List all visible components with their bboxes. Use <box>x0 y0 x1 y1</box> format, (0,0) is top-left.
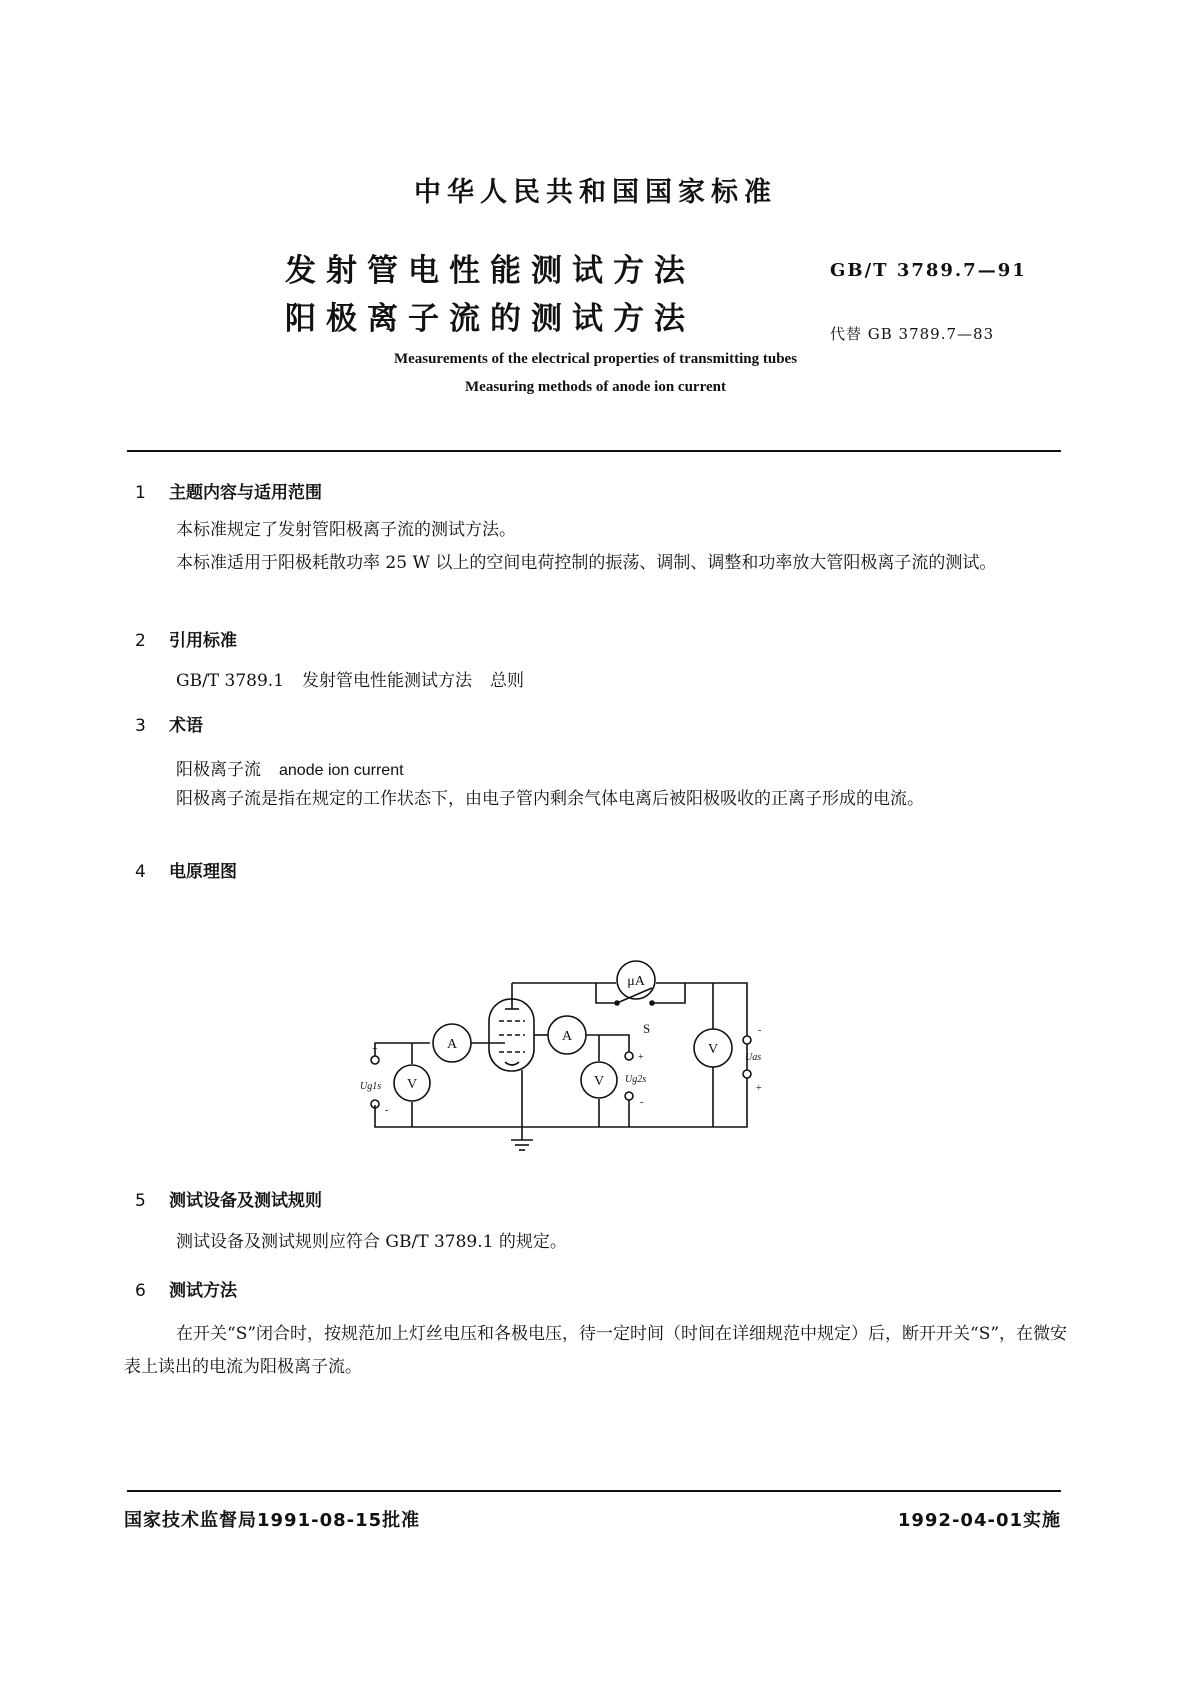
g2-voltage-label: Ug2s <box>625 1074 647 1085</box>
section-number: 2 <box>135 631 146 651</box>
paragraph: 本标准适用于阳极耗散功率 25 W 以上的空间电荷控制的振荡、调制、调整和功率放大管阳极离子流的测试。 <box>176 553 997 573</box>
section-title: 测试方法 <box>169 1281 237 1301</box>
footer-rule <box>127 1490 1061 1492</box>
g2-ammeter-label: A <box>561 1029 573 1044</box>
section-6-heading <box>135 1276 237 1301</box>
g1-voltmeter-label: V <box>406 1077 418 1092</box>
national-standard-heading: 中华人民共和国国家标准 <box>414 177 777 208</box>
g1-wire <box>375 1043 430 1056</box>
plus-sign: + <box>756 1083 762 1094</box>
section-6-body <box>124 1318 1070 1384</box>
term-entry <box>176 755 404 780</box>
section-title: 电原理图 <box>169 862 237 882</box>
section-5-body <box>124 1226 1070 1259</box>
switch-left-wire <box>596 983 617 1003</box>
section-4-heading <box>135 857 237 882</box>
tube-grids <box>499 1021 525 1052</box>
paragraph: 阳极离子流是指在规定的工作状态下，由电子管内剩余气体电离后被阳极吸收的正离子形成的电流。 <box>176 789 924 809</box>
circuit-diagram <box>350 955 790 1165</box>
section-number: 5 <box>135 1191 146 1211</box>
section-3-heading <box>135 711 203 736</box>
section-number: 6 <box>135 1281 146 1301</box>
paragraph: 本标准规定了发射管阳极离子流的测试方法。 <box>176 520 516 540</box>
term-zh: 阳极离子流 <box>176 760 261 780</box>
minus-sign: - <box>640 1097 644 1108</box>
section-title: 测试设备及测试规则 <box>169 1191 322 1211</box>
anode-voltmeter-label: V <box>707 1042 719 1057</box>
section-5-heading <box>135 1186 322 1211</box>
term-en: anode ion current <box>279 762 404 779</box>
g1-ammeter-label: A <box>446 1037 458 1052</box>
section-1-body <box>124 514 1070 580</box>
g1-voltage-label: Ug1s <box>360 1081 382 1092</box>
approval-date: 国家技术监督局1991-08-15批准 <box>124 1510 421 1531</box>
paragraph: 在开关“S”闭合时，按规范加上灯丝电压和各极电压，待一定时间（时间在详细规范中规定）后，断开开关“S”，在微安表上读出的电流为阳极离子流。 <box>124 1324 1068 1377</box>
section-number: 1 <box>135 483 146 503</box>
reference-part: 总则 <box>490 671 525 691</box>
effective-date: 1992-04-01实施 <box>897 1510 1061 1531</box>
g2-ammeter-wire <box>586 1035 629 1052</box>
switch-label: S <box>643 1021 651 1036</box>
english-title-1: Measurements of the electrical properties of transmitting tubes <box>393 351 798 367</box>
microammeter-label: μA <box>627 974 645 989</box>
switch-contact <box>615 1001 619 1005</box>
term-definition <box>124 783 1070 816</box>
reference-code: GB/T 3789.1 <box>176 671 285 691</box>
switch-right-wire <box>652 983 685 1003</box>
right-wire <box>685 983 747 1078</box>
minus-sign: - <box>758 1025 762 1036</box>
section-number: 3 <box>135 716 146 736</box>
bottom-wire <box>375 1078 747 1127</box>
section-2-heading <box>135 626 237 651</box>
tube-cathode <box>505 1062 519 1065</box>
section-1-heading <box>135 478 322 503</box>
anode-voltage-label: Uas <box>745 1052 762 1063</box>
header-rule <box>127 450 1061 452</box>
paragraph: 测试设备及测试规则应符合 GB/T 3789.1 的规定。 <box>176 1232 567 1252</box>
plus-sign: + <box>638 1052 644 1063</box>
reference-standard <box>176 666 524 691</box>
switch-contact <box>650 1001 654 1005</box>
section-number: 4 <box>135 862 146 882</box>
title-line-1: 发射管电性能测试方法 <box>285 253 695 289</box>
reference-title: 发射管电性能测试方法 <box>302 671 473 691</box>
replaces-code: 代替 GB 3789.7—83 <box>830 325 995 343</box>
terminal-icon <box>743 1036 751 1044</box>
section-title: 引用标准 <box>169 631 237 651</box>
g2-voltmeter-label: V <box>593 1074 605 1089</box>
terminal-icon <box>743 1070 751 1078</box>
title-line-2: 阳极离子流的测试方法 <box>285 301 695 337</box>
standard-code: GB/T 3789.7—91 <box>830 260 1027 281</box>
terminal-icon <box>625 1052 633 1060</box>
terminal-icon <box>625 1092 633 1100</box>
english-title-2: Measuring methods of anode ion current <box>465 379 726 395</box>
section-title: 主题内容与适用范围 <box>169 483 322 503</box>
plus-sign: + <box>372 1044 378 1055</box>
terminal-icon <box>371 1056 379 1064</box>
minus-sign: - <box>385 1105 389 1116</box>
section-title: 术语 <box>169 716 203 736</box>
ground-icon <box>511 1140 533 1150</box>
